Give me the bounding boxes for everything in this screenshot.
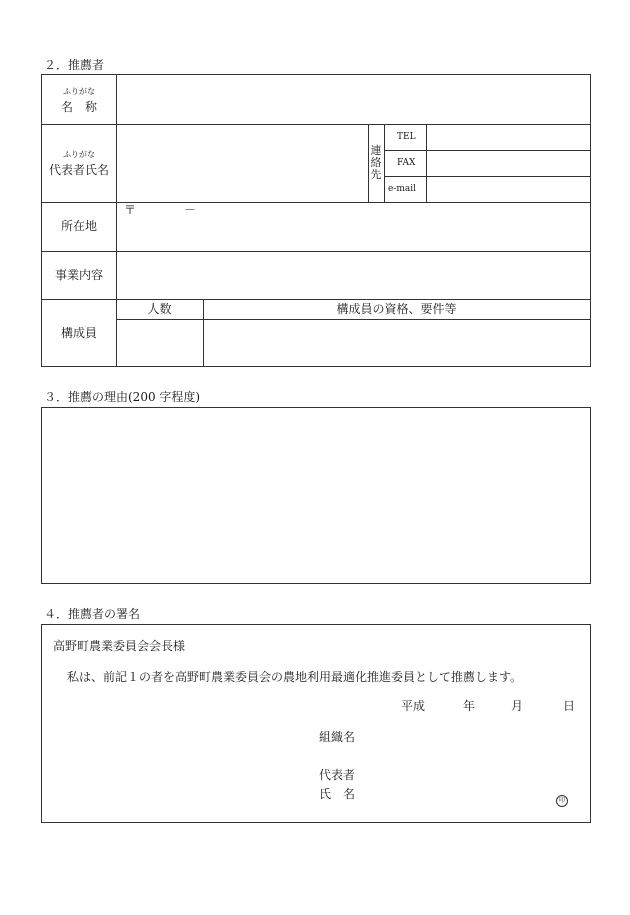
row-divider [42,251,590,252]
members-label: 構成員 [60,326,97,340]
contact-divider-v [426,124,427,202]
fax-label: FAX [397,158,416,168]
contact-divider-v [384,124,385,202]
row-divider [42,124,590,125]
label-column-divider [116,75,117,366]
members-header-divider [116,319,590,320]
date-year: 年 [463,699,476,713]
date-era: 平成 [401,699,426,713]
contact-label-text: 連 絡 先 [370,144,382,181]
postal-mark: 〒 [124,203,137,217]
email-label: e-mail [388,184,417,194]
statement: 私は、前記１の者を高野町農業委員会の農地利用最適化推進委員として推薦します。 [67,670,523,684]
name-label: 名 称 [60,100,97,114]
count-header: 人数 [147,302,172,316]
signature-box [41,624,591,823]
section3-title: ３．推薦の理由(200 字程度) [44,390,201,404]
section2-title: ２．推薦者 [44,58,105,72]
furigana-label-2: ふりがな [63,150,95,159]
organization-label: 組織名 [319,730,356,744]
recommender-table [41,74,591,367]
representative-label: 代表者 [319,768,356,782]
date-month: 月 [511,699,524,713]
business-label: 事業内容 [54,268,103,282]
furigana-label: ふりがな [63,87,95,96]
qualification-header: 構成員の資格、要件等 [336,302,457,316]
row-divider [42,299,590,300]
name-label: 氏 名 [319,787,356,801]
addressee: 高野町農業委員会会長様 [53,639,186,653]
seal-mark: 印 [556,795,568,807]
representative-label: 代表者氏名 [48,163,109,177]
contact-divider-v [368,124,369,202]
seal-icon [556,787,568,807]
tel-label: TEL [397,132,416,142]
contact-divider [384,176,590,177]
contact-divider [384,150,590,151]
postal-dash: － [184,203,197,217]
section4-title: ４．推薦者の署名 [44,607,141,621]
contact-label [370,145,382,181]
reason-box[interactable] [41,407,591,584]
address-label: 所在地 [60,219,97,233]
date-day: 日 [563,699,576,713]
